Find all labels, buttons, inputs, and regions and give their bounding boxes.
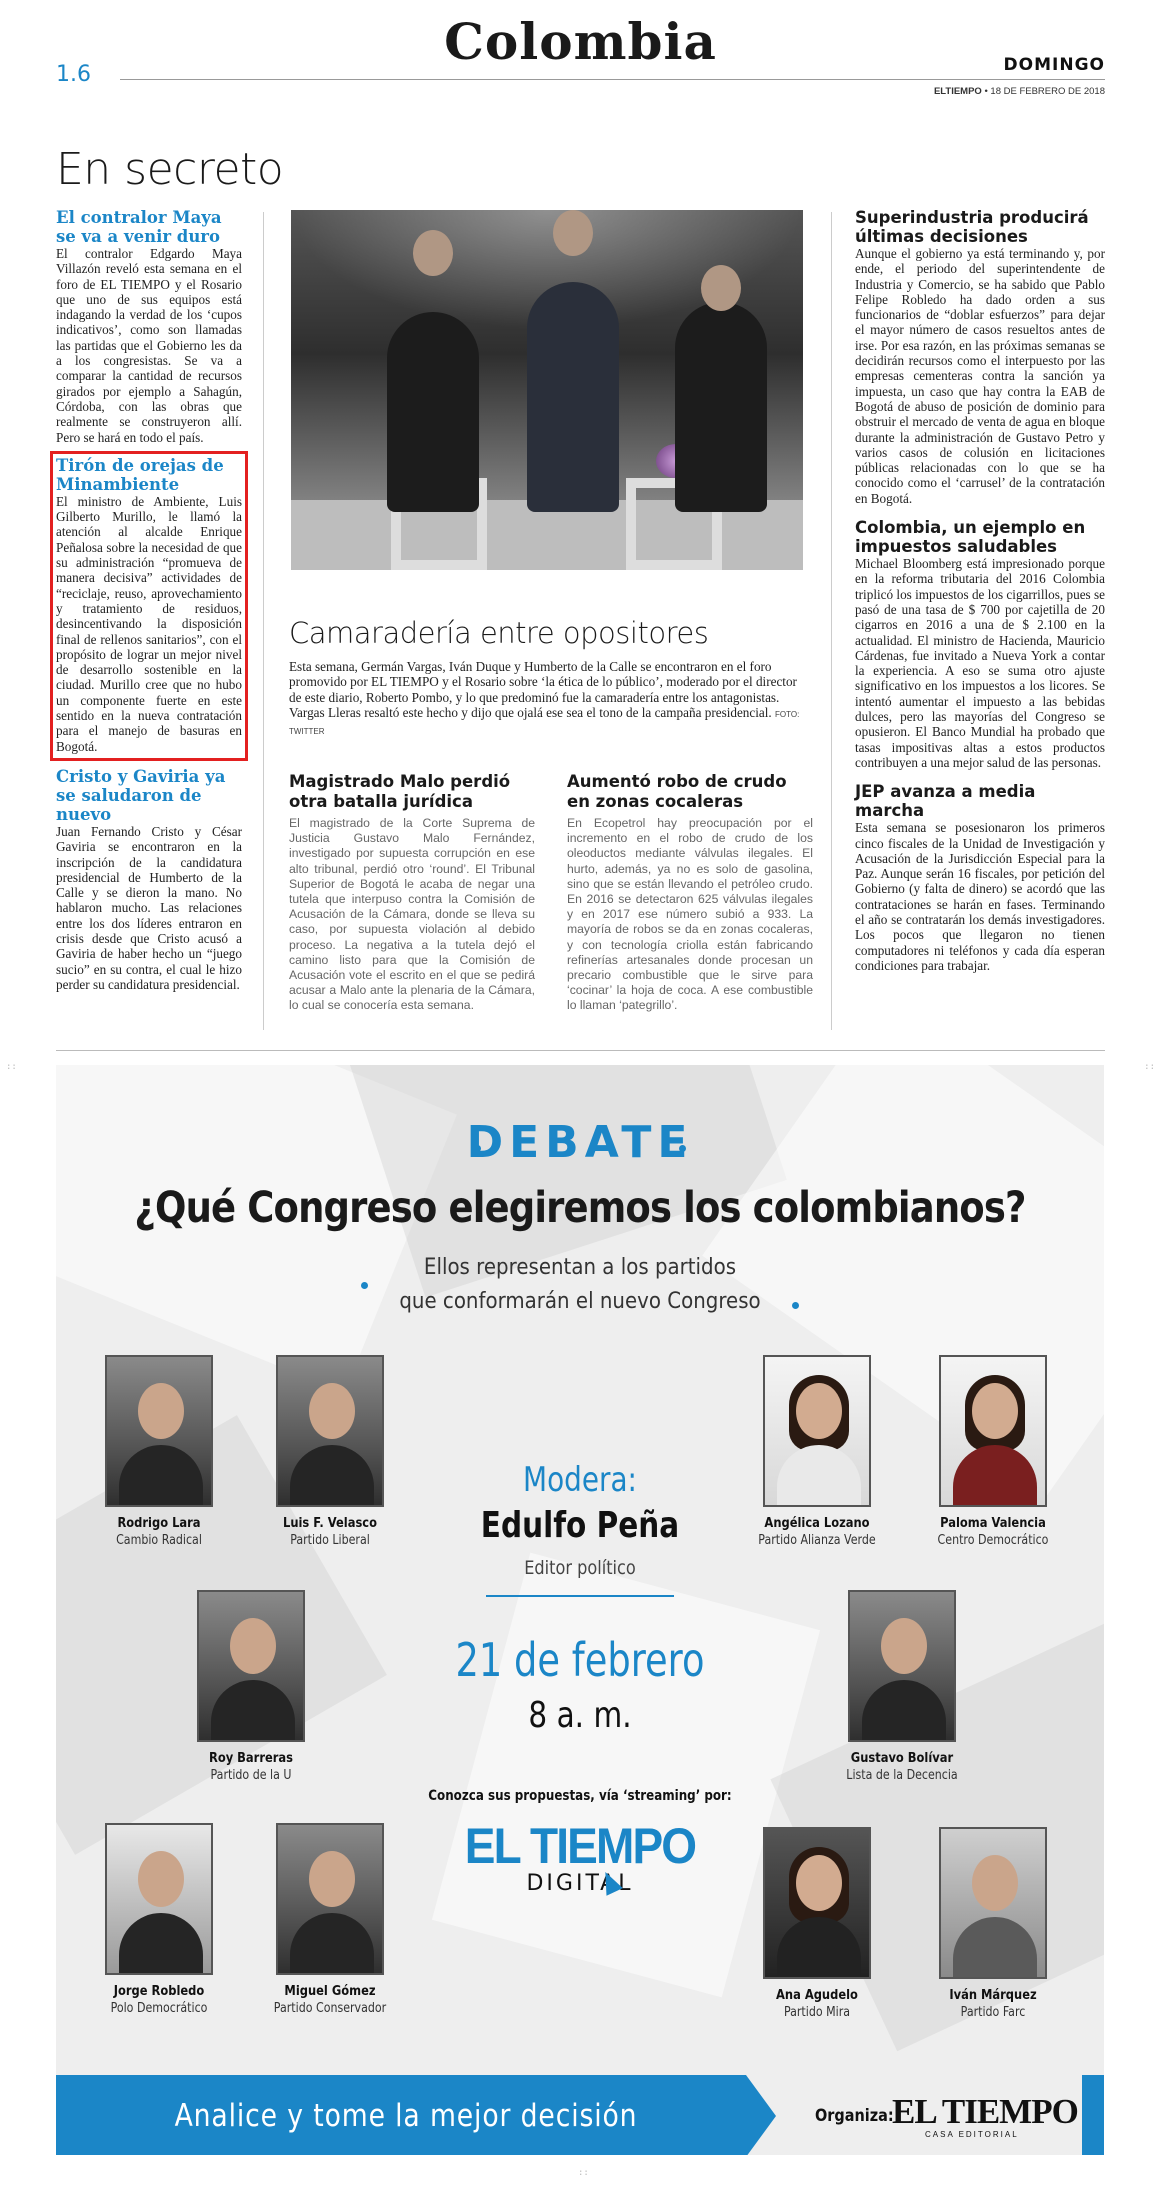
candidate-party: Centro Democrático	[937, 1533, 1049, 1548]
page-number: 1.6	[56, 62, 91, 87]
casa-editorial-label: CASA EDITORIAL	[925, 2130, 1019, 2139]
photo-credit: FOTO: TWITTER	[289, 709, 800, 737]
brief-body: Michael Bloomberg está impresionado porque en la reforma tributaria del 2016 Colombia triplicó los impuestos de los cigarrillos, pues se pasó de una tasa de $ 700 por cajetilla de 20 cigarros en 2016 a una de $ 2.100 en la actualidad. El ministro de Hacienda, Mauricio Cárdenas, fue invitado a Nueva York a contar la experiencia. A eso se suma otro ajuste significativo en los impuestos a los licores. Se intentó aumentar el impuesto a las bebidas dulces, pero las mayorías del Congreso se opusieron. El Banco Mundial ha probado que tasas impositivas altas a estos productos contribuyen a una mejor salud de las personas.	[855, 556, 1105, 770]
candidate-party: Lista de la Decencia	[846, 1768, 958, 1783]
eltiempo-logo: EL TIEMPO	[892, 2092, 1078, 2131]
person-figure	[675, 302, 767, 512]
candidate-name: Angélica Lozano	[764, 1515, 870, 1531]
event-date: 21 de febrero	[455, 1633, 705, 1687]
story-title: Aumentó robo de crudo en zonas cocaleras	[567, 772, 787, 811]
dateline	[934, 86, 1105, 97]
candidate-party: Partido Mira	[783, 2005, 851, 2020]
section-divider	[56, 1050, 1105, 1051]
brief-title: Colombia, un ejemplo en impuestos saludables	[855, 518, 1086, 557]
date-text: • 18 DE FEBRERO DE 2018	[981, 86, 1105, 97]
candidate-party: Partido Farc	[960, 2005, 1026, 2020]
candidate-party: Partido Conservador	[273, 2001, 387, 2016]
crop-mark: ::	[6, 1062, 17, 1072]
candidate-card	[918, 1827, 1068, 2020]
header-rule	[120, 79, 1105, 80]
person-head	[413, 230, 453, 276]
candidate-name: Miguel Gómez	[284, 1983, 376, 1999]
debate-subtitle: que conformarán el nuevo Congreso	[399, 1289, 761, 1314]
cta-banner-text: Analice y tome la mejor decisión	[174, 2098, 638, 2134]
moderator-role: Editor político	[524, 1557, 636, 1579]
digital-label: DIGITAL	[526, 1871, 634, 1896]
brief-body: Esta semana se posesionaron los primeros cinco fiscales de la Unidad de Investigación y Acusación de la Jurisdicción Especial para la Paz. Aunque serán 16 fiscales, por petición del Gobierno (y falta de dinero) se acordó que las contrataciones se harán en fases. Terminando el año se contratarán los demás investigadores. Los pocos que llegaron no tienen computadores ni teléfonos y cada día esperan condiciones para trabajar.	[855, 820, 1105, 973]
caption-text: Esta semana, Germán Vargas, Iván Duque y Humberto de la Calle se encontraron en el foro promovido por EL TIEMPO y el Rosario sobre ‘la ética de lo público’, moderado por el director de este diario, Roberto Pombo, y lo que predominó fue la camaradería entre los antagonistas. Vargas Lleras resaltó este hecho y dijo que ojalá ese sea el tono de la campaña presidencial.	[289, 659, 797, 720]
candidate-party: Polo Democrático	[110, 2001, 208, 2016]
person-figure	[527, 282, 619, 512]
debate-advertisement	[56, 1065, 1104, 2155]
accent-dot	[361, 1282, 368, 1289]
candidate-photo	[276, 1823, 384, 1975]
candidate-card	[255, 1823, 405, 2016]
organizer-label: Organiza:	[814, 2106, 894, 2126]
moderator-divider	[486, 1595, 674, 1597]
candidate-name: Iván Márquez	[949, 1987, 1037, 2003]
brief-title: El contralor Maya se va a venir duro	[56, 208, 222, 246]
debate-subtitle: Ellos representan a los partidos	[423, 1255, 737, 1280]
brief-jep	[855, 782, 1105, 973]
story-body: En Ecopetrol hay preocupación por el incremento en el robo de crudo de los oleoductos mediante válvulas ilegales. El hurto, además, ya no es solo de gasolina, sino que se están llevando el petróleo crudo. En 2016 se detectaron 625 válvulas ilegales y en 2017 ese número subió a 933. La mayoría de robos se da en zonas cocaleras, y con tecnología criolla están fabricando refinerías artesanales donde procesan un precario combustible que le sirve para ‘cocinar’ la hoja de coca. A ese combustible lo llaman ‘pategrillo’.	[567, 816, 813, 1013]
brief-cristo-gaviria	[56, 767, 242, 992]
debate-question: ¿Qué Congreso elegiremos los colombianos?	[134, 1183, 1026, 1233]
candidate-name: Roy Barreras	[208, 1750, 294, 1766]
brief-body: El contralor Edgardo Maya Villazón reveló esta semana en el foro de EL TIEMPO y el Rosario que uno de sus equipos está indagando la verdad de los ‘cupos indicativos’, como son llamadas las partidas que el Gobierno les da a los congresistas. Se va a comparar la cantidad de recursos girados por ejemplo a Sahagún, Córdoba, con las obras que realmente se construyeron allí. Pero se hará en todo el país.	[56, 246, 242, 445]
crop-mark: ::	[1144, 1062, 1155, 1072]
story-body: El magistrado de la Corte Suprema de Justicia Gustavo Malo Fernández, investigado por supuesta corrupción en ese alto tribunal, perdió otro ‘round’. El Tribunal Superior de Bogotá le acaba de negar una tutela que interpuso contra la Comisión de Acusación de la Cámara, donde se lleva su caso, por supuesta violación al debido proceso. La negativa a la tutela dejó el camino listo para que la Comisión de Acusación vote el escrito en el que se pedirá acusar a Malo ante la plenaria de la Cámara, lo cual se conocería esta semana.	[289, 816, 535, 1013]
candidate-name: Jorge Robledo	[113, 1983, 205, 1999]
person-figure	[387, 312, 479, 512]
photo-title: Camaradería entre opositores	[289, 616, 709, 650]
story-robo-crudo	[567, 772, 813, 1014]
eltiempo-digital-logo: EL TIEMPO	[464, 1818, 696, 1874]
candidate-party: Partido Alianza Verde	[758, 1533, 876, 1548]
candidate-name: Ana Agudelo	[776, 1987, 858, 2003]
column-kicker: En secreto	[56, 144, 284, 195]
brief-minambiente-highlighted	[50, 451, 248, 761]
section-title: Colombia	[444, 12, 717, 71]
person-head	[553, 210, 593, 256]
brief-title: Tirón de orejas de Minambiente	[56, 455, 224, 494]
news-photo	[291, 210, 803, 570]
crop-mark: ::	[578, 2168, 589, 2178]
candidate-photo	[939, 1827, 1047, 1979]
event-time: 8 a. m.	[528, 1695, 632, 1736]
candidate-party: Partido de la U	[210, 1768, 292, 1783]
candidate-photo	[763, 1827, 871, 1979]
brief-title: Cristo y Gaviria ya se saludaron de nuevo	[56, 766, 226, 824]
story-magistrado	[289, 772, 535, 1014]
brief-body: El ministro de Ambiente, Luis Gilberto Murillo, le llamó la atención al alcalde Enrique Peñalosa sobre la necesidad de que su administración “promueva de manera decisiva” actividades de “reciclaje, reuso, aprovechamiento y tratamiento de residuos, desincentivando la disposición final de rellenos sanitarios”, con el propósito de lograr un mejor nivel de desarrollo sostenible en la ciudad. Murillo cree que no hubo un componente fuerte en este sentido en la nueva contratación para el manejo de basuras en Bogotá.	[56, 493, 242, 754]
day-label: DOMINGO	[1003, 55, 1105, 75]
streaming-note: Conozca sus propuestas, vía ‘streaming’ por:	[428, 1788, 732, 1804]
candidate-name: Rodrigo Lara	[117, 1515, 201, 1531]
brief-body: Juan Fernando Cristo y César Gaviria se encontraron en la inscripción de la candidatura presidencial de Humberto de la Calle y se dieron la mano. No hablaron mucho. Las relaciones entre los dos líderes entraron en crisis desde que Cristo acusó a Gaviria de haber hecho un “juego sucio” en su contra, el cual le hizo perder su candidatura presidencial.	[56, 823, 242, 992]
candidate-party: Partido Liberal	[290, 1533, 370, 1548]
brief-title: JEP avanza a media marcha	[855, 782, 1036, 821]
candidate-name: Gustavo Bolívar	[850, 1750, 954, 1766]
left-column	[56, 208, 242, 998]
story-title: Magistrado Malo perdió otra batalla jurídica	[289, 772, 511, 811]
candidate-name: Paloma Valencia	[940, 1515, 1046, 1531]
moderator-name: Edulfo Peña	[480, 1505, 680, 1546]
candidate-card	[742, 1827, 892, 2020]
candidate-card	[84, 1823, 234, 2016]
moderator-label: Modera:	[523, 1460, 637, 1500]
candidate-party: Cambio Radical	[116, 1533, 202, 1548]
column-divider	[263, 212, 264, 1030]
brief-body: Aunque el gobierno ya está terminando y, por ende, el periodo del superintendente de Industria y Comercio, se ha sabido que Pablo Felipe Robledo ha dado orden a sus funcionarios de “doblar esfuerzos” para dejar el mayor número de casos resueltos antes de irse. Por esa razón, en las próximas semanas se decidirán recursos como el interpuesto por las empresas cementeras contra la sanción ya impuesta, un caso que hay contra la EAB de Bogotá de abuso de posición de dominio para obstruir el mercado de venta de agua en bloque durante la administración de Gustavo Petro y varios casos de colusión en licitaciones públicas relacionadas con lo que se ha conocido como el ‘carrusel’ de la contratación en Bogotá.	[855, 246, 1105, 506]
brief-superindustria	[855, 208, 1105, 506]
column-divider	[831, 212, 832, 1030]
photo-caption	[289, 659, 805, 739]
brief-title: Superindustria producirá últimas decisiones	[855, 208, 1089, 246]
person-head	[701, 265, 741, 311]
banner-accent	[1082, 2075, 1104, 2155]
right-column	[855, 208, 1105, 985]
brief-impuestos	[855, 518, 1105, 770]
candidate-name: Luis F. Velasco	[283, 1515, 377, 1531]
brand-name: ELTIEMPO	[933, 86, 982, 97]
debate-headline: DEBATE	[466, 1117, 694, 1168]
candidate-photo	[105, 1823, 213, 1975]
brief-contralor	[56, 208, 242, 445]
